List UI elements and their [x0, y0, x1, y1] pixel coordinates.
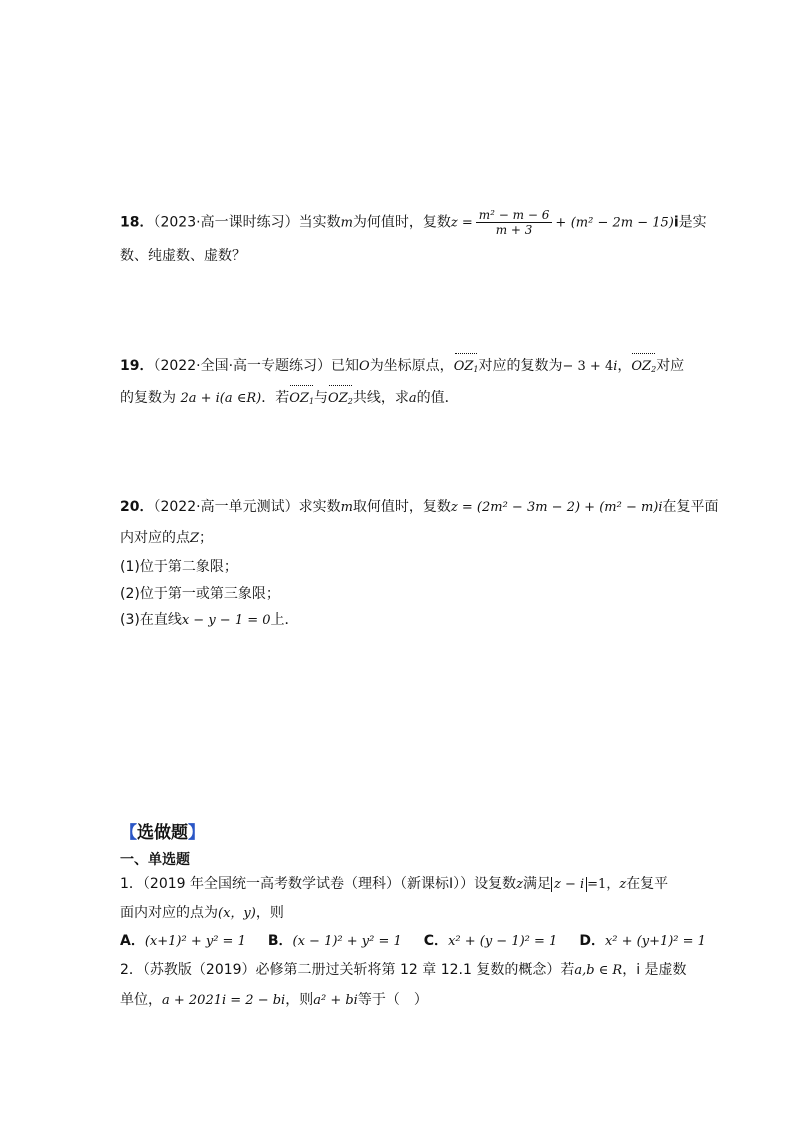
option-c[interactable]: C．x² + (y − 1)² = 1: [423, 933, 558, 949]
fraction: $\frac{\text{m² − m − 6}}{m + 3}$: [476, 208, 553, 237]
question-19-line2: 的复数为 2a + i(a ∈R)．若$OZ_1$与$OZ_2$共线，求a的值．: [120, 384, 459, 406]
question-source: （2022·全国·高一专题练习）: [153, 358, 332, 374]
optional-section-title: 【选做题】: [120, 823, 205, 843]
optional-q1-options: [120, 930, 706, 952]
question-20-line2: 内对应的点Z；: [120, 530, 214, 546]
option-a[interactable]: A．(x+1)² + y² = 1: [120, 933, 246, 949]
vector-oz2: $OZ_2$: [631, 352, 656, 381]
question-number: 19．: [120, 358, 154, 374]
question-number: 20．: [120, 499, 154, 515]
question-source: （2022·高一单元测试）: [153, 499, 299, 515]
question-20-line1: 20．（2022·高一单元测试）求实数m取何值时，复数z = (2m² − 3m − 2) + (m² − m)i在复平面: [120, 499, 719, 515]
vector-oz2: $OZ_2$: [328, 384, 353, 413]
optional-q2-line2: 单位，a + 2021i = 2 − bi，则a² + bi等于（ ）: [120, 992, 428, 1008]
question-20-item-3: (3)在直线x − y − 1 = 0上．: [120, 612, 299, 628]
question-number: 18．: [120, 214, 154, 231]
question-19-line1: 19．（2022·全国·高一专题练习）已知O为坐标原点，$OZ_1$对应的复数为− 3 + 4i，$OZ_2$对应: [120, 352, 684, 374]
vector-oz1: $OZ_1$: [289, 384, 314, 413]
question-source: （2023·高一课时练习）: [153, 214, 299, 231]
optional-q1-line2: 面内对应的点为(x，y)，则: [120, 905, 284, 921]
question-18-line1: 18．（2023·高一课时练习）当实数m为何值时，复数z = $\frac{\text{m² − m − 6}}{m + 3}$ + (m² − 2m − 15)i是实: [120, 208, 707, 237]
optional-q2-line1: 2．（苏教版（2019）必修第二册过关斩将第 12 章 12.1 复数的概念）若a,b ∈ R，i 是虚数: [120, 962, 687, 978]
absolute-value: z − i: [551, 877, 587, 892]
vector-oz1: $OZ_1$: [454, 352, 479, 381]
subsection-heading: 一、单选题: [120, 852, 190, 868]
question-20-item-1: (1)位于第二象限；: [120, 559, 238, 575]
question-20-item-2: (2)位于第一或第三象限；: [120, 586, 280, 602]
optional-q1-line1: 1．（2019 年全国统一高考数学试卷（理科）（新课标Ⅰ））设复数z满足 z − i =1，z在复平: [120, 876, 669, 892]
question-18-line2: 数、纯虚数、虚数？: [120, 248, 246, 264]
option-b[interactable]: B．(x − 1)² + y² = 1: [267, 933, 402, 949]
option-d[interactable]: D．x² + (y+1)² = 1: [579, 933, 706, 949]
